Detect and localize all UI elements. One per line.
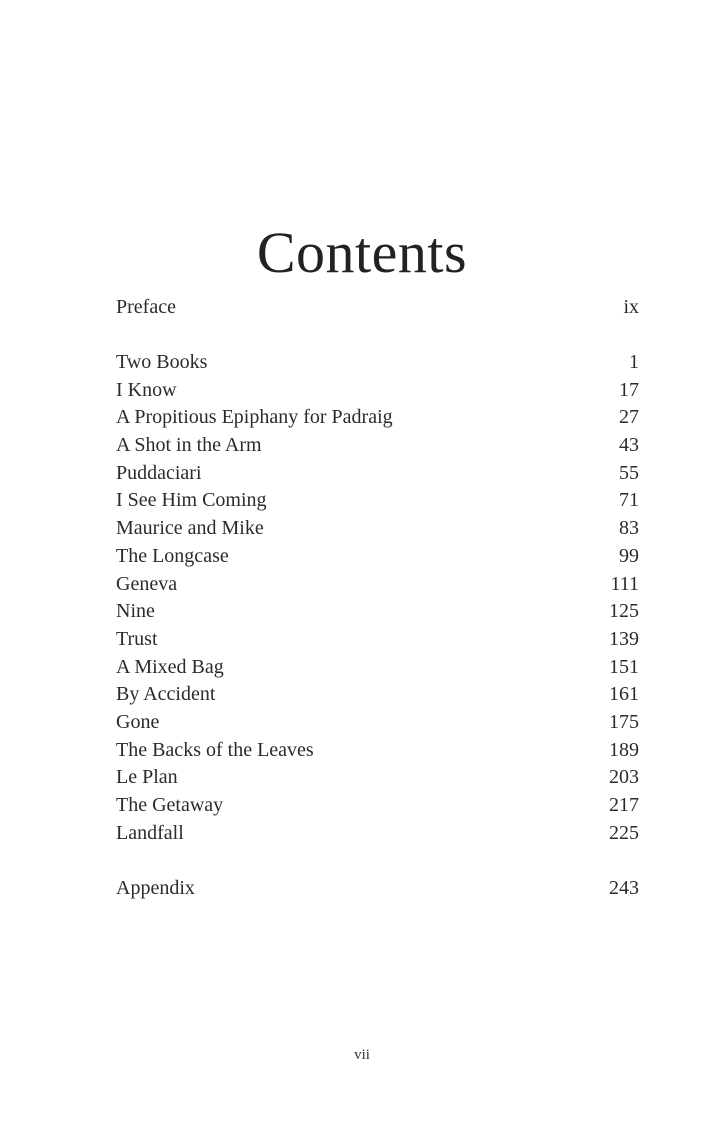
toc-entry [116,626,639,654]
toc-entry-title: The Backs of the Leaves [116,738,314,761]
toc-entry-page: 55 [619,461,639,484]
toc-entry-title: Le Plan [116,766,178,789]
toc-entry-page: 27 [619,406,639,429]
toc-entry [116,349,639,377]
toc-entry [116,737,639,765]
toc-entry-page: 43 [619,434,639,457]
toc-entry-title: Two Books [116,351,208,373]
toc-entry-page: 125 [609,600,639,623]
toc-entry-page: 243 [609,877,639,899]
toc-entry-page: 71 [619,489,639,512]
toc-entry-title: The Getaway [116,794,224,816]
toc-entry [116,820,639,848]
toc-entry-title: By Accident [116,683,216,706]
toc-entry-title: I Know [116,378,177,401]
toc-entry-page: 161 [609,683,639,706]
toc-entry [116,792,639,820]
toc-entry-page: 111 [610,572,639,595]
toc-entry-title: Maurice and Mike [116,517,264,540]
page-number: vii [354,1047,370,1063]
toc-entry-title: The Longcase [116,544,229,567]
toc-entry [116,681,639,709]
toc-entry-title: Preface [116,296,176,318]
toc-entry-title: Appendix [116,877,195,899]
toc-entry [116,432,639,460]
toc-entry-page: 151 [609,655,639,678]
toc-entry-page: 139 [609,627,639,650]
toc-front-matter [116,294,639,322]
toc-entry-title: Trust [116,627,158,650]
toc-entry [116,404,639,432]
toc-entry [116,875,639,903]
toc-entry-title: A Propitious Epiphany for Padraig [116,406,393,429]
toc-entry-page: 17 [619,378,639,401]
toc-entry-title: A Shot in the Arm [116,434,262,457]
toc-entry-page: ix [623,296,639,318]
toc-chapters [116,349,639,847]
toc-entry-title: Puddaciari [116,461,202,484]
toc-entry [116,294,639,322]
toc-entry [116,709,639,737]
page-title: Contents [256,219,468,285]
toc-entry-title: Gone [116,710,160,733]
toc-entry-title: A Mixed Bag [116,655,224,678]
toc-entry-page: 83 [619,517,639,540]
toc-entry [116,460,639,488]
toc-back-matter [116,875,639,903]
toc-entry [116,764,639,792]
toc-entry-page: 217 [609,794,639,816]
toc-entry-page: 1 [629,351,639,373]
toc-entry-page: 175 [609,710,639,733]
toc-entry-title: Geneva [116,572,178,595]
toc-entry-page: 189 [609,738,639,761]
toc-entry [116,571,639,599]
toc-entry-page: 225 [609,821,639,844]
toc-entry-page: 99 [619,544,639,567]
toc-entry-title: Nine [116,600,155,623]
toc-entry [116,543,639,571]
toc-entry [116,487,639,515]
toc-entry-page: 203 [609,766,639,789]
toc-entry [116,377,639,405]
toc-entry-title: Landfall [116,821,184,844]
toc-entry-title: I See Him Coming [116,489,267,512]
toc-entry [116,598,639,626]
toc-entry [116,654,639,682]
toc-entry [116,515,639,543]
